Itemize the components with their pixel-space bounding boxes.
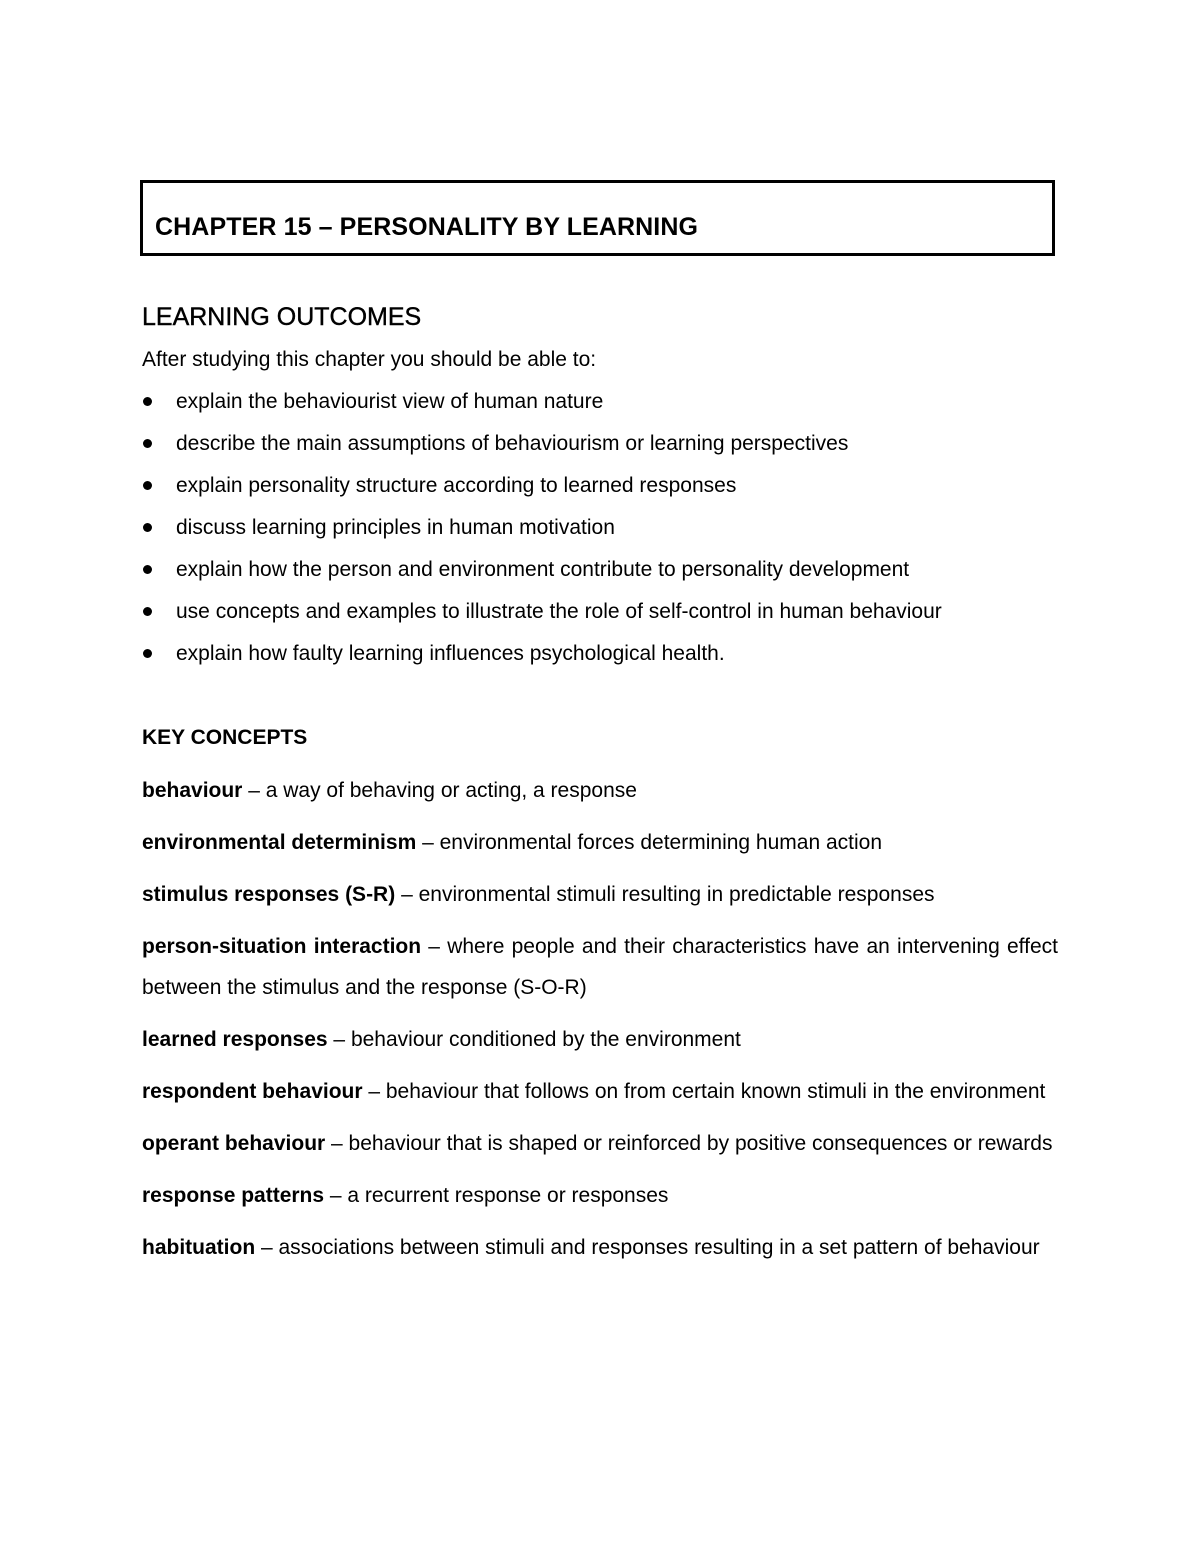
concept-definition: – a recurrent response or responses <box>324 1184 669 1207</box>
learning-outcome-item <box>142 390 942 432</box>
key-concept <box>142 1227 1058 1268</box>
learning-outcome-item <box>142 516 942 558</box>
concept-definition: – a way of behaving or acting, a response <box>242 779 637 802</box>
bullet-icon <box>143 607 152 616</box>
bullet-icon <box>143 439 152 448</box>
key-concept <box>142 1175 1058 1216</box>
concept-definition: – behaviour that follows on from certain known stimuli in the environment <box>362 1080 1046 1103</box>
bullet-icon <box>143 565 152 574</box>
learning-outcome-item <box>142 600 942 642</box>
learning-outcomes-heading: LEARNING OUTCOMES <box>142 303 422 331</box>
key-concept <box>142 1019 1058 1060</box>
learning-outcome-item <box>142 432 942 474</box>
concept-term: environmental determinism <box>142 831 417 854</box>
concept-term: response patterns <box>142 1184 325 1207</box>
chapter-title-box <box>140 180 1055 256</box>
learning-outcome-text: explain how faulty learning influences psychological health. <box>176 642 725 665</box>
key-concepts-heading: KEY CONCEPTS <box>142 726 308 749</box>
learning-outcomes-list <box>142 390 942 684</box>
learning-outcome-item <box>142 474 942 516</box>
concept-term: person-situation interaction <box>142 935 422 958</box>
key-concept <box>142 822 1058 863</box>
learning-outcomes-intro: After studying this chapter you should be able to: <box>142 348 597 371</box>
concept-definition: – environmental stimuli resulting in predictable responses <box>395 883 935 906</box>
learning-outcome-text: explain personality structure according to learned responses <box>176 474 737 497</box>
learning-outcome-text: describe the main assumptions of behaviourism or learning perspectives <box>176 432 849 455</box>
key-concept <box>142 770 1058 811</box>
learning-outcome-text: use concepts and examples to illustrate the role of self-control in human behaviour <box>176 600 942 623</box>
learning-outcome-text: explain how the person and environment contribute to personality development <box>176 558 910 581</box>
key-concept <box>142 874 1058 915</box>
concept-term: respondent behaviour <box>142 1080 363 1103</box>
key-concept <box>142 1071 1058 1112</box>
key-concept <box>142 1123 1058 1164</box>
bullet-icon <box>143 523 152 532</box>
concept-definition: – behaviour conditioned by the environment <box>327 1028 741 1051</box>
concept-term: stimulus responses (S-R) <box>142 883 396 906</box>
concept-definition: – associations between stimuli and responses resulting in a set pattern of behaviour <box>255 1236 1040 1259</box>
bullet-icon <box>143 481 152 490</box>
key-concepts-list <box>142 770 1058 1279</box>
concept-term: habituation <box>142 1236 256 1259</box>
learning-outcome-item <box>142 558 942 600</box>
learning-outcome-text: explain the behaviourist view of human nature <box>176 390 604 413</box>
key-concept <box>142 926 1058 1008</box>
learning-outcome-item <box>142 642 942 684</box>
concept-term: behaviour <box>142 779 243 802</box>
concept-term: learned responses <box>142 1028 328 1051</box>
chapter-title: CHAPTER 15 – PERSONALITY BY LEARNING <box>155 213 699 241</box>
learning-outcome-text: discuss learning principles in human motivation <box>176 516 615 539</box>
bullet-icon <box>143 397 152 406</box>
concept-definition: – environmental forces determining human action <box>416 831 883 854</box>
concept-definition: – where people and their characteristics have an intervening effect between the stimulus and the response (S-O-R) <box>142 935 1058 999</box>
concept-term: operant behaviour <box>142 1132 326 1155</box>
concept-definition: – behaviour that is shaped or reinforced by positive consequences or rewards <box>325 1132 1053 1155</box>
bullet-icon <box>143 649 152 658</box>
